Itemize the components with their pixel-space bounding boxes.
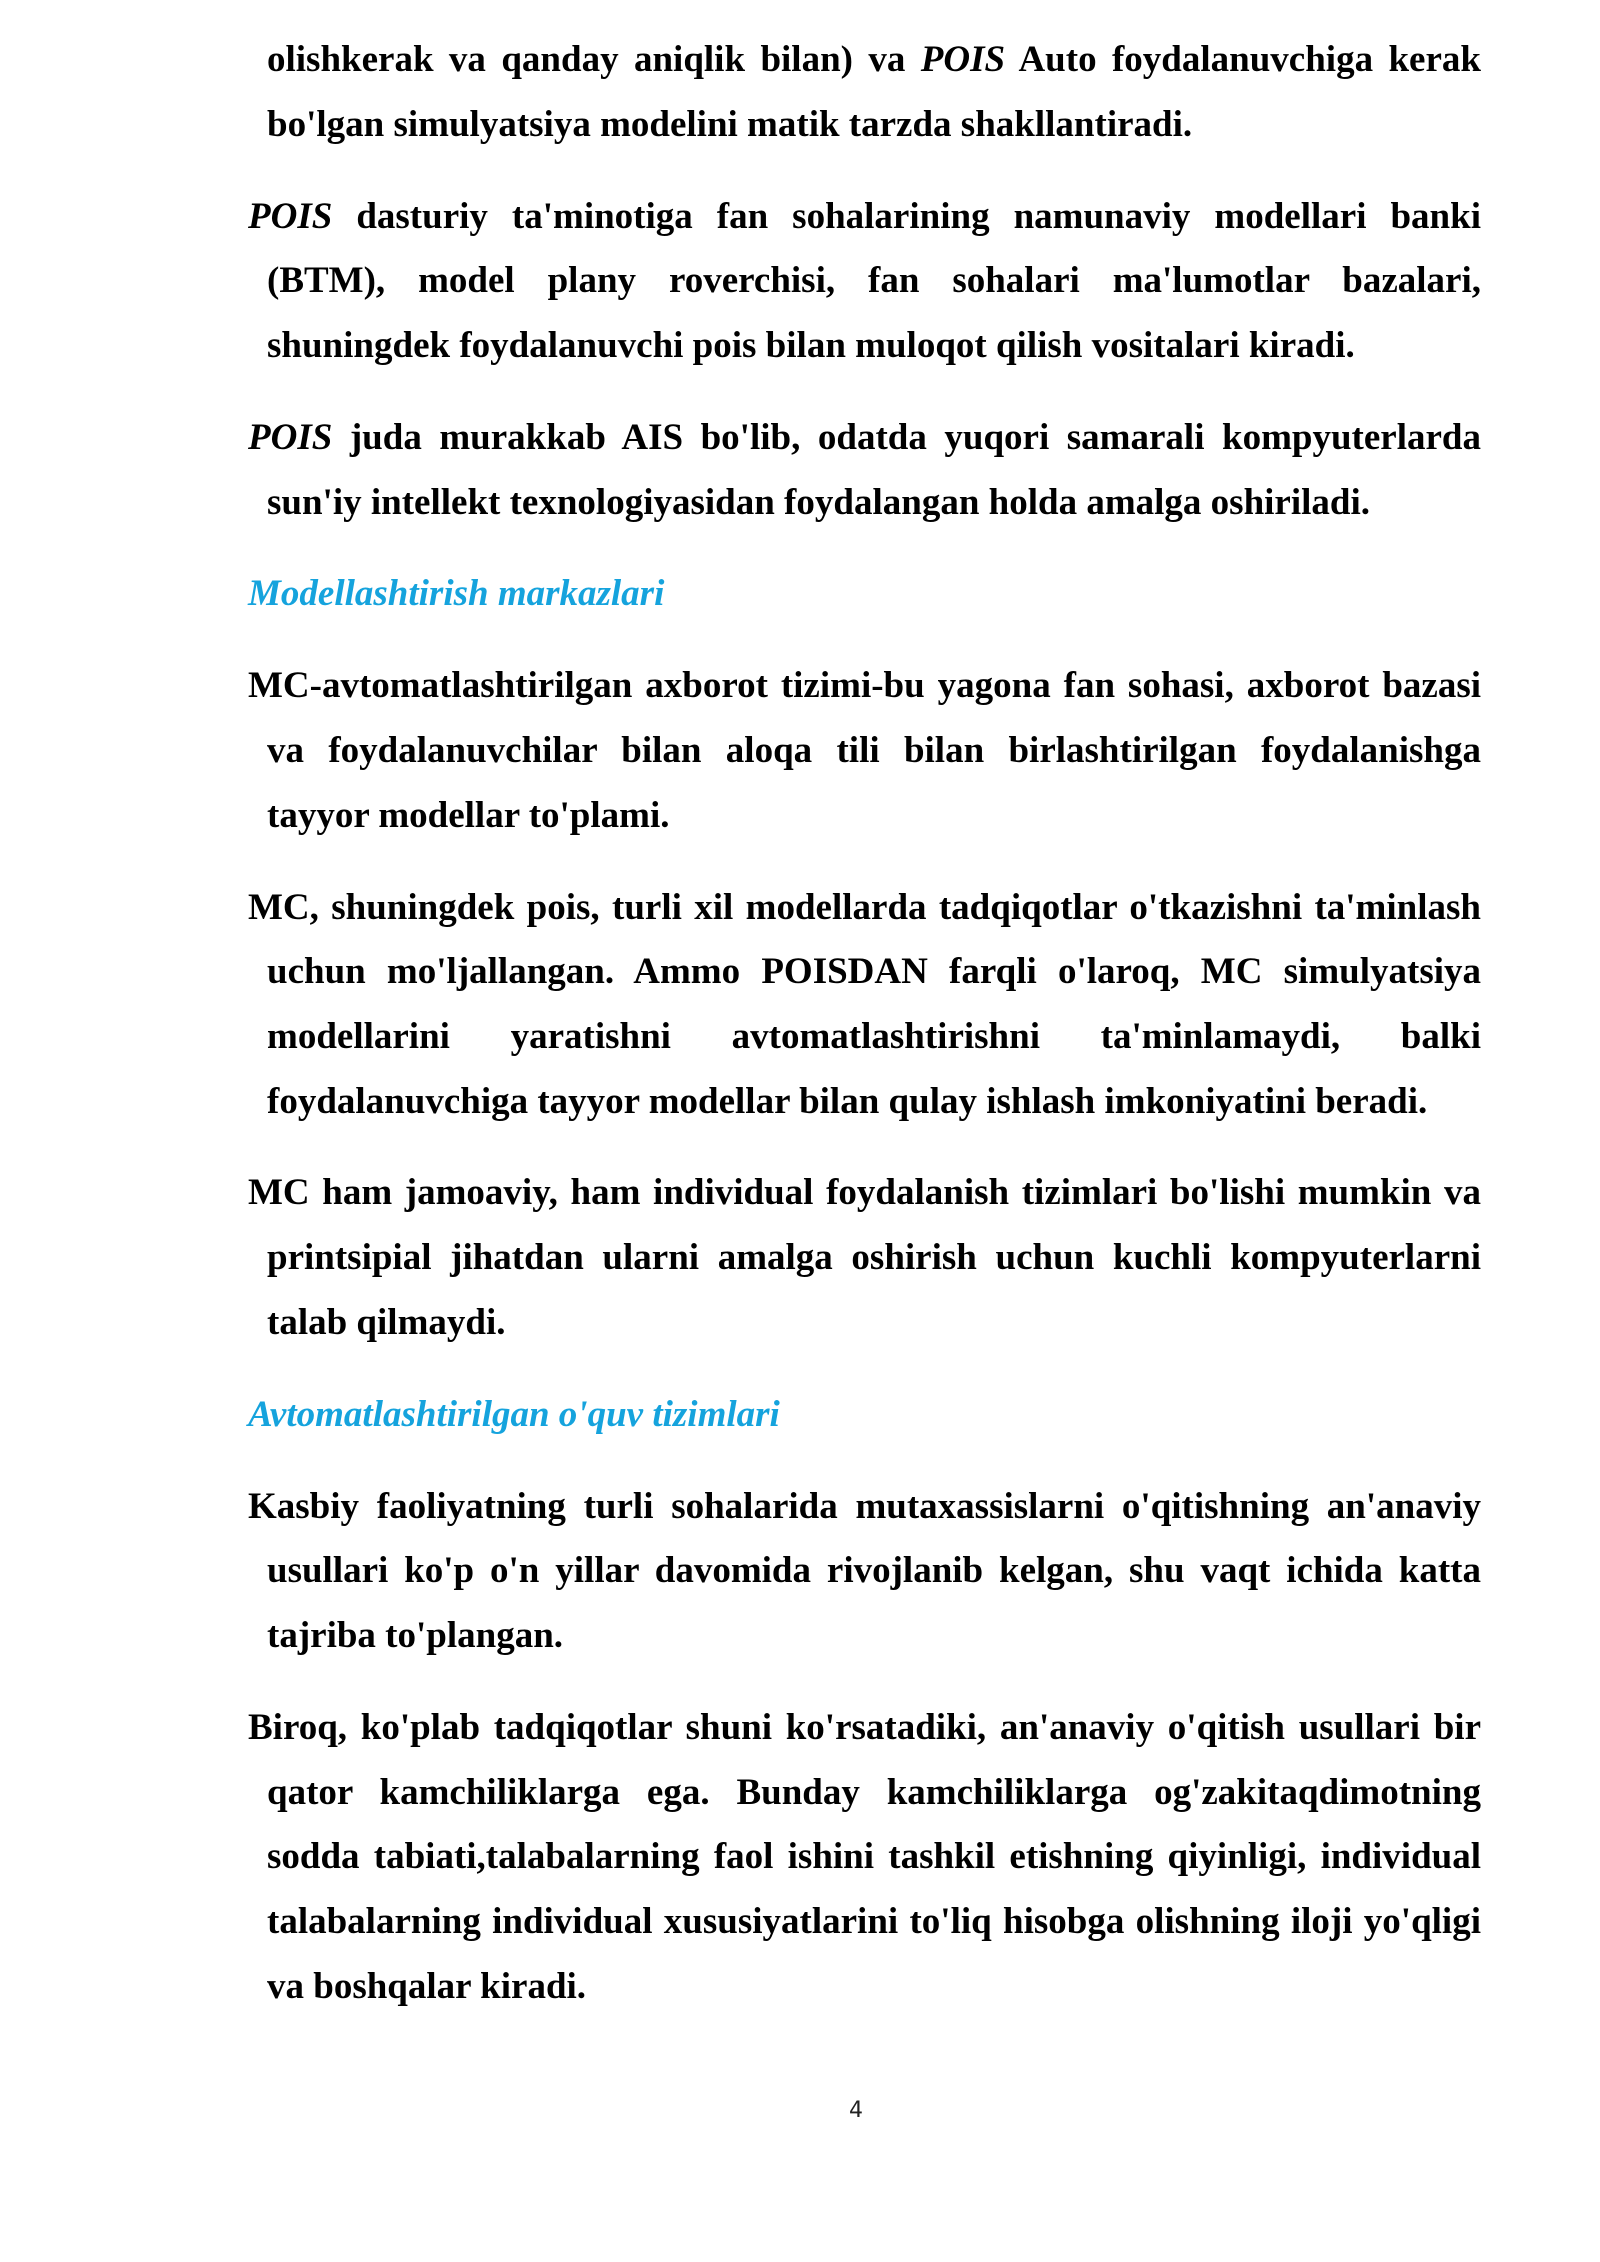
text-line: sun'iy intellekt texnologiyasidan foydalangan holda amalga oshiriladi. [267,481,1371,523]
text-line: foydalanuvchiga tayyor modellar bilan qulay ishlash imkoniyatini beradi. [267,1080,1428,1122]
text-line: bo'lgan simulyatsiya modelini matik tarzda shakllantiradi. [267,103,1193,145]
paragraph [248,406,1481,535]
text-line: Kasbiy faoliyatning turli sohalarida mutaxassislarni o'qitishning an'anaviy [248,1485,1481,1527]
emphasis-text: POIS [248,416,333,458]
section-training-systems [248,1383,1481,2020]
paragraph [248,1475,1481,1669]
emphasis-text: POIS [920,39,1006,80]
text-segment: Auto foydalanuvchiga kerak [1005,39,1481,80]
document-body [248,28,1481,2046]
text-line [248,406,1481,471]
section-modelling-centers [248,562,1481,1355]
text-line [248,185,1481,250]
text-line: printsipial jihatdan ularni amalga oshirish uchun kuchli kompyuterlarni [267,1237,1481,1279]
text-line: va boshqalar kiradi. [267,1965,587,2007]
text-line: uchun mo'ljallangan. Ammo POISDAN farqli o'laroq, MC simulyatsiya [267,951,1481,993]
paragraph [248,185,1481,379]
paragraph [248,876,1481,1135]
text-segment: olishkerak va qanday aniqlik bilan) va [267,39,921,80]
text-segment: dasturiy ta'minotiga fan sohalarining namunaviy modellari banki [332,195,1481,237]
section-heading: Modellashtirish markazlari [248,573,665,615]
text-line: tajriba to'plangan. [267,1614,564,1656]
text-line: talabalarning individual xususiyatlarini to'liq hisobga olishning iloji yo'qligi [267,1900,1481,1942]
paragraph [248,1696,1481,2019]
text-line: (BTM), model plany roverchisi, fan sohalari ma'lumotlar bazalari, [267,260,1481,302]
text-line: talab qilmaydi. [267,1301,506,1343]
text-line: sodda tabiati,talabalarning faol ishini tashkil etishning qiyinligi, individual [267,1836,1481,1878]
section-heading: Avtomatlashtirilgan o'quv tizimlari [248,1393,780,1435]
paragraph [248,28,1481,157]
paragraph [248,654,1481,848]
text-line: Biroq, ko'plab tadqiqotlar shuni ko'rsatadiki, an'anaviy o'qitish usullari bir [248,1706,1481,1748]
text-line: qator kamchiliklarga ega. Bunday kamchiliklarga og'zakitaqdimotning [267,1771,1481,1813]
emphasis-text: POIS [248,195,333,237]
text-line: MC, shuningdek pois, turli xil modellarda tadqiqotlar o'tkazishni ta'minlash [248,886,1481,928]
text-line: tayyor modellar to'plami. [267,794,670,836]
text-line: modellarini yaratishni avtomatlashtirishni ta'minlamaydi, balki [267,1015,1481,1057]
page-number: 4 [849,2098,863,2123]
text-line [248,28,1481,93]
text-line: va foydalanuvchilar bilan aloqa tili bilan birlashtirilgan foydalanishga [267,729,1481,771]
text-line: shuningdek foydalanuvchi pois bilan muloqot qilish vositalari kiradi. [267,324,1355,366]
text-line: MC ham jamoaviy, ham individual foydalanish tizimlari bo'lishi mumkin va [248,1172,1481,1214]
paragraph [248,1161,1481,1355]
text-line: MC-avtomatlashtirilgan axborot tizimi-bu yagona fan sohasi, axborot bazasi [248,665,1481,707]
section-intro [248,28,1481,535]
text-segment: juda murakkab AIS bo'lib, odatda yuqori samarali kompyuterlarda [332,416,1481,458]
text-line: usullari ko'p o'n yillar davomida rivojlanib kelgan, shu vaqt ichida katta [267,1550,1481,1592]
